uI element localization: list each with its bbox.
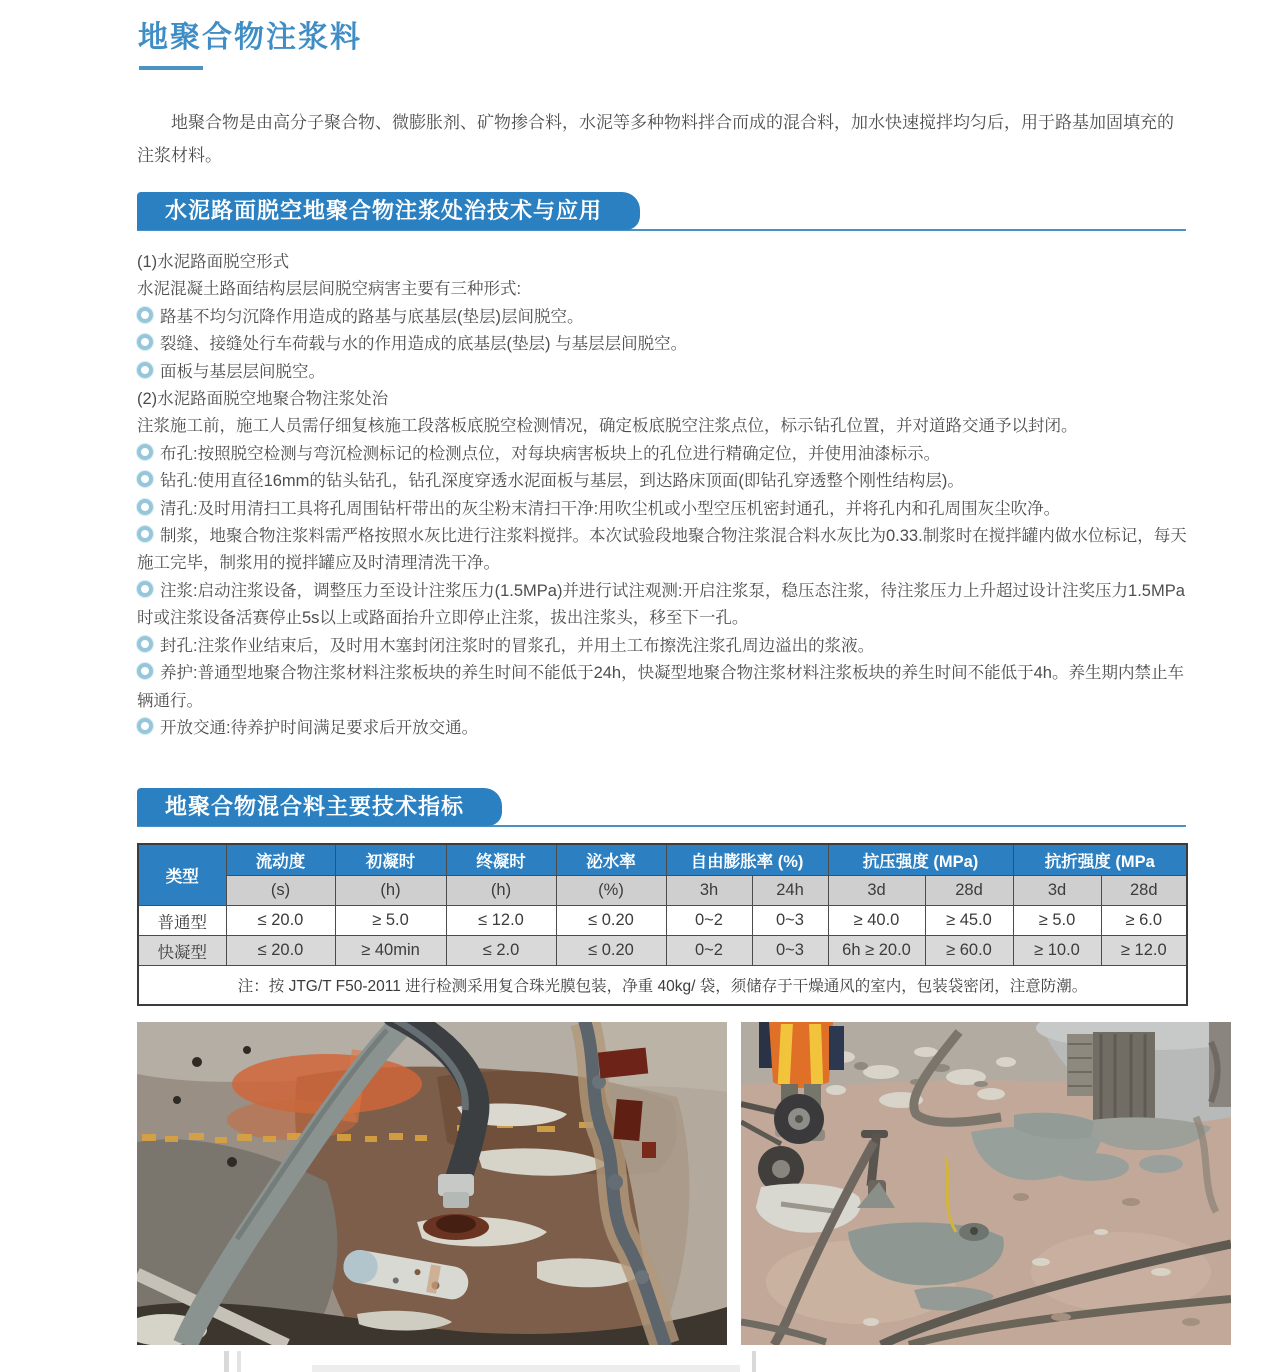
table-cell: ≥ 40min [335, 936, 446, 966]
ring-bullet-icon [137, 526, 153, 542]
table-cell: ≥ 10.0 [1013, 936, 1101, 966]
page-title: 地聚合物注浆料 [138, 21, 362, 54]
table-row [138, 906, 1187, 936]
list-item: 钻孔:使用直径16mm的钻头钻孔，钻孔深度穿透水泥面板与基层，到达路床顶面(即钻孔穿透整个刚性结构层)。 [137, 468, 1187, 495]
list-item: 面板与基层层间脱空。 [137, 359, 1187, 386]
spec-table [137, 843, 1188, 1006]
ring-bullet-icon [137, 444, 153, 460]
table-cell: ≥ 6.0 [1101, 906, 1187, 936]
list-item: 制浆，地聚合物注浆料需严格按照水灰比进行注浆料搅拌。本次试验段地聚合物注浆混合料水灰比为0.33.制浆时在搅拌罐内做水位标记，每天施工完毕，制浆用的搅拌罐应及时清理清洗干净。 [137, 527, 1187, 573]
table-cell: 快凝型 [138, 936, 226, 966]
unit-header: (%) [556, 876, 666, 906]
intro-paragraph: 地聚合物是由高分子聚合物、微膨胀剂、矿物掺合料，水泥等多种物料拌合而成的混合料，加水快速搅拌均匀后，用于路基加固填充的注浆材料。 [137, 113, 1174, 165]
unit-header: 3d [828, 876, 925, 906]
unit-header: 28d [1101, 876, 1187, 906]
section1-banner: 水泥路面脱空地聚合物注浆处治技术与应用 [137, 192, 640, 230]
ring-bullet-icon [137, 499, 153, 515]
column-header-type: 类型 [138, 844, 226, 906]
column-header: 抗压强度 (MPa) [828, 844, 1013, 876]
ring-bullet-icon [137, 718, 153, 734]
table-cell: 0~3 [752, 936, 828, 966]
table-row [138, 936, 1187, 966]
page-edge-artifact [752, 1351, 756, 1372]
unit-header: 3d [1013, 876, 1101, 906]
list-item: 注浆:启动注浆设备，调整压力至设计注浆压力(1.5MPa)并进行试注观测:开启注浆泵，稳压态注浆，待注浆压力上升超过设计注奖压力1.5MPa时或注浆设备活赛停止5s以上或路面抬升立即停止注浆，拔出注浆头，移至下一孔。 [137, 581, 1185, 628]
title-underline [139, 66, 203, 70]
table-note-row [138, 966, 1187, 1006]
paragraph: 水泥混凝土路面结构层层间脱空病害主要有三种形式: [137, 280, 522, 299]
table-cell: ≤ 20.0 [226, 906, 335, 936]
paragraph: 注浆施工前，施工人员需仔细复核施工段落板底脱空检测情况，确定板底脱空注浆点位，标示钻孔位置，并对道路交通予以封闭。 [137, 417, 1078, 436]
ring-bullet-icon [137, 334, 153, 350]
ring-bullet-icon [137, 307, 153, 323]
column-header: 终凝时 [446, 844, 556, 876]
table-note: 注：按 JTG/T F50-2011 进行检测采用复合珠光膜包装，净重 40kg/ 袋，须储存于干燥通风的室内，包装袋密闭，注意防潮。 [138, 966, 1187, 1006]
table-cell: 0~3 [752, 906, 828, 936]
list-item: 养护:普通型地聚合物注浆材料注浆板块的养生时间不能低于24h，快凝型地聚合物注浆材料注浆板块的养生时间不能低于4h。养生期内禁止车辆通行。 [137, 664, 1184, 710]
list-item: 清孔:及时用清扫工具将孔周围钻杆带出的灰尘粉末清扫干净:用吹尘机或小型空压机密封通孔，并将孔内和孔周围灰尘吹净。 [137, 496, 1187, 523]
section1-body [137, 249, 1187, 742]
table-cell: ≥ 5.0 [1013, 906, 1101, 936]
table-cell: ≥ 40.0 [828, 906, 925, 936]
table-cell: ≥ 5.0 [335, 906, 446, 936]
table-cell: ≥ 60.0 [925, 936, 1013, 966]
ring-bullet-icon [137, 471, 153, 487]
table-cell: ≤ 0.20 [556, 906, 666, 936]
photo-grouting-construction-site [741, 1022, 1231, 1345]
paragraph: (2)水泥路面脱空地聚合物注浆处治 [137, 390, 389, 409]
column-header: 泌水率 [556, 844, 666, 876]
column-header: 流动度 [226, 844, 335, 876]
unit-header: (s) [226, 876, 335, 906]
table-cell: ≤ 20.0 [226, 936, 335, 966]
column-header: 初凝时 [335, 844, 446, 876]
list-item: 裂缝、接缝处行车荷载与水的作用造成的底基层(垫层) 与基层层间脱空。 [137, 331, 1187, 358]
photo-grout-injection-pavement [137, 1022, 727, 1345]
table-cell: ≤ 2.0 [446, 936, 556, 966]
page-edge-artifact [237, 1351, 241, 1372]
unit-header: (h) [446, 876, 556, 906]
column-header: 自由膨胀率 (%) [666, 844, 828, 876]
unit-header: 24h [752, 876, 828, 906]
table-cell: 0~2 [666, 936, 752, 966]
section2-banner: 地聚合物混合料主要技术指标 [137, 788, 502, 826]
column-header: 抗折强度 (MPa [1013, 844, 1187, 876]
table-cell: ≥ 12.0 [1101, 936, 1187, 966]
table-cell: 0~2 [666, 906, 752, 936]
list-item: 布孔:按照脱空检测与弯沉检测标记的检测点位，对每块病害板块上的孔位进行精确定位，并使用油漆标示。 [137, 441, 1187, 468]
unit-header: 28d [925, 876, 1013, 906]
page-edge-artifact [312, 1365, 740, 1372]
list-item: 路基不均匀沉降作用造成的路基与底基层(垫层)层间脱空。 [137, 304, 1187, 331]
table-cell: ≤ 0.20 [556, 936, 666, 966]
table-units-row [138, 876, 1187, 906]
table-cell: 6h ≥ 20.0 [828, 936, 925, 966]
unit-header: (h) [335, 876, 446, 906]
unit-header: 3h [666, 876, 752, 906]
page-edge-artifact [224, 1351, 229, 1372]
list-item: 开放交通:待养护时间满足要求后开放交通。 [137, 715, 1187, 742]
list-item: 封孔:注浆作业结束后，及时用木塞封闭注浆时的冒浆孔，并用土工布擦洗注浆孔周边溢出的浆液。 [137, 633, 1187, 660]
ring-bullet-icon [137, 581, 153, 597]
paragraph: (1)水泥路面脱空形式 [137, 253, 290, 271]
table-cell: ≥ 45.0 [925, 906, 1013, 936]
ring-bullet-icon [137, 663, 153, 679]
table-header-row [138, 844, 1187, 876]
table-cell: ≤ 12.0 [446, 906, 556, 936]
table-cell: 普通型 [138, 906, 226, 936]
ring-bullet-icon [137, 362, 153, 378]
ring-bullet-icon [137, 636, 153, 652]
